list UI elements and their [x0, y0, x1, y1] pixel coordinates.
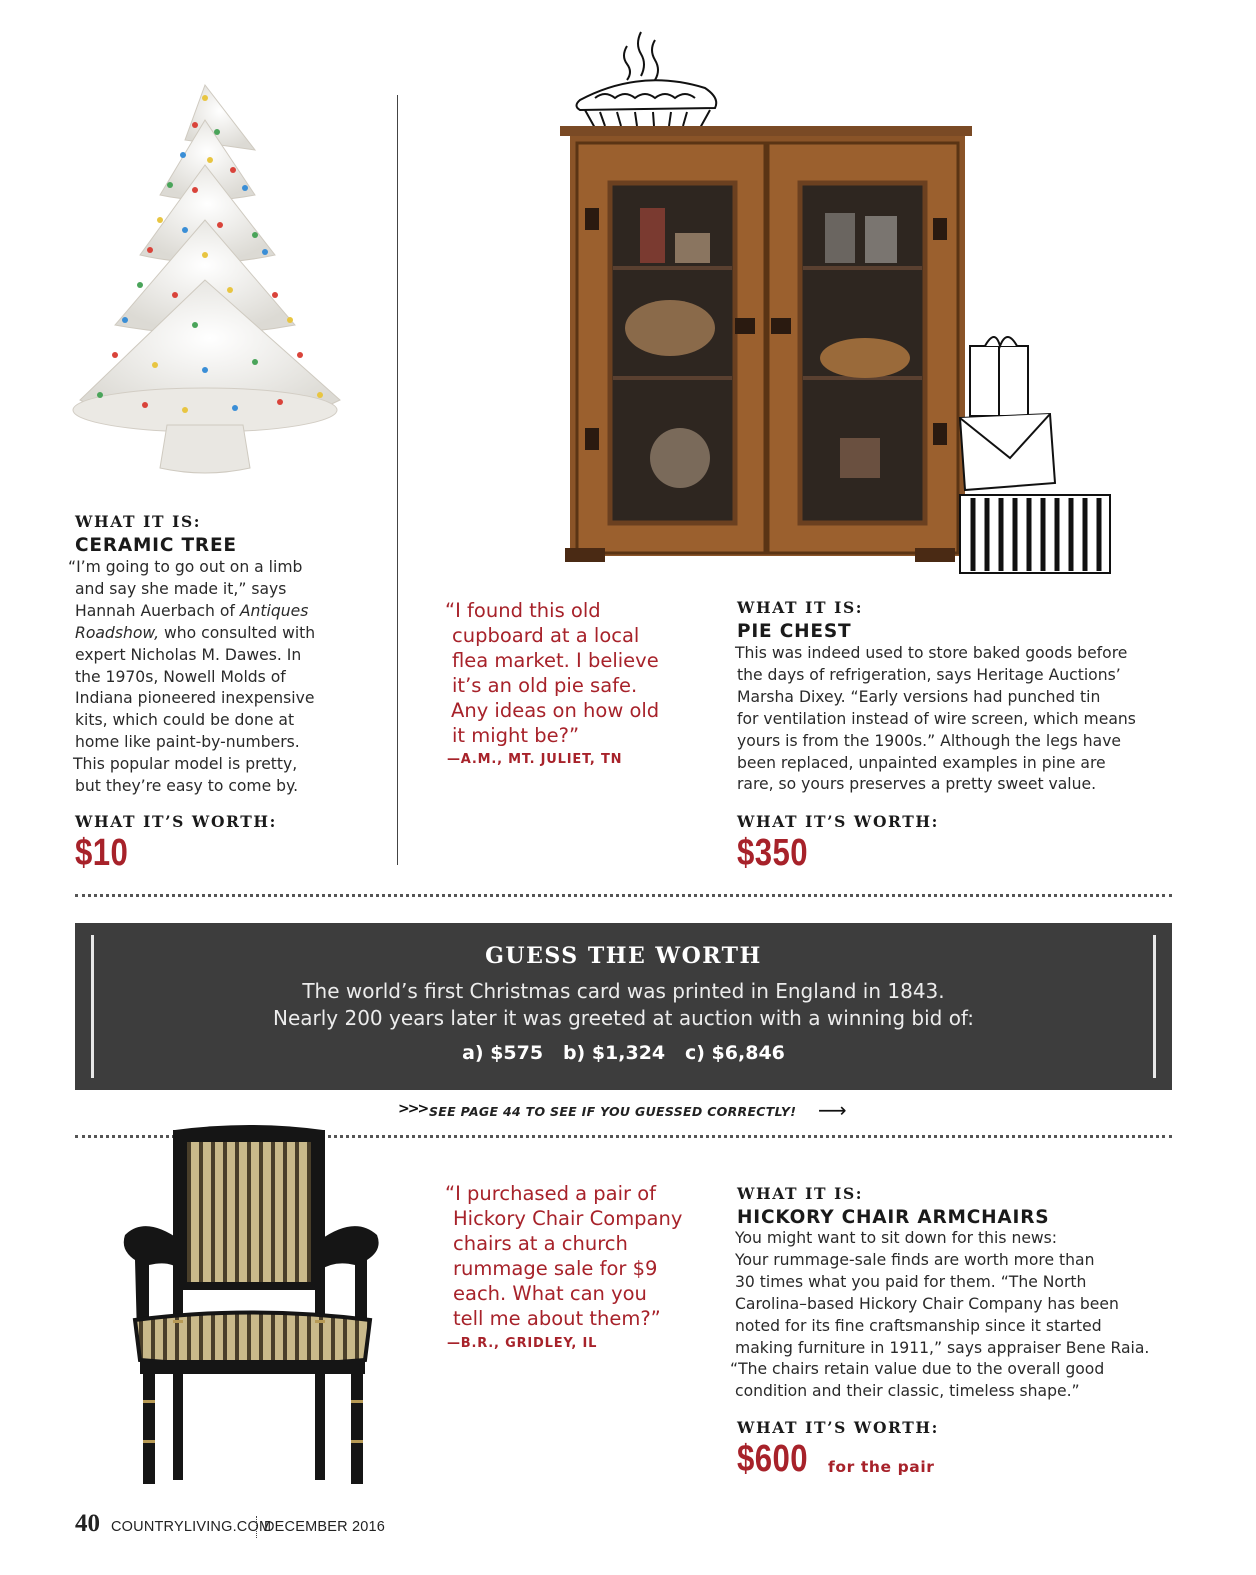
chair-item-name: HICKORY CHAIR ARMCHAIRS — [737, 1207, 1050, 1228]
tree-description: “I’m going to go out on a limb and say she made it,” says Hannah Auerbach of Antiques Roadshow, who consulted with expert Nicholas M. Dawes. In the 1970s, Nowell Molds of Indiana pioneered inexpensive kits, which could be done at home like paint-by-numbers. This popular model is pretty, but they’re easy to come by. — [68, 558, 316, 796]
guess-title: GUESS THE WORTH — [485, 943, 762, 969]
pie-reader-question: “I found this old cupboard at a local flea market. I believe it’s an old pie safe. Any ideas on how old it might be?” — [445, 599, 660, 747]
dotted-separator — [75, 894, 1172, 897]
pie-what-it-is-label: WHAT IT IS: — [737, 598, 864, 617]
chair-what-it-is-label: WHAT IT IS: — [737, 1184, 864, 1203]
pie-price: $350 — [737, 832, 808, 874]
chair-worth-label: WHAT IT’S WORTH: — [737, 1418, 939, 1437]
chair-attribution: —B.R., GRIDLEY, IL — [447, 1336, 598, 1351]
footer-divider — [256, 1516, 257, 1538]
armchair-photo — [115, 1120, 395, 1490]
guess-options: a) $575 b) $1,324 c) $6,846 — [462, 1042, 785, 1064]
pie-description: This was indeed used to store baked goods before the days of refrigeration, says Heritage Auctions’ Marsha Dixey. “Early versions had punched tin for ventilation instead of wire screen, which means yours is from the 1900s.” Although the legs have been replaced, unpainted examples in pine are rare, so yours preserves a pretty sweet value. — [735, 644, 1136, 794]
tree-item-name: CERAMIC TREE — [75, 535, 237, 556]
column-divider — [397, 95, 398, 865]
chair-description: You might want to sit down for this news: Your rummage-sale finds are worth more than 30 times what you paid for them. “The North Carolina–based Hickory Chair Company has been noted for its fine craftsmanship since it started making furniture in 1911,” says appraiser Bene Raia. “The chairs retain value due to the overall good condition and their classic, timeless shape.” — [730, 1229, 1150, 1401]
guess-line-2: Nearly 200 years later it was greeted at auction with a winning bid of: — [272, 1006, 974, 1030]
pie-worth-label: WHAT IT’S WORTH: — [737, 812, 939, 831]
chair-price-suffix: for the pair — [828, 1458, 935, 1476]
guess-line-1: The world’s first Christmas card was printed in England in 1843. — [302, 979, 945, 1003]
tree-what-it-is-label: WHAT IT IS: — [75, 512, 202, 531]
pie-chest-photo — [555, 28, 1120, 580]
gifts-doodle — [960, 337, 1110, 573]
pie-attribution: —A.M., MT. JULIET, TN — [447, 752, 623, 767]
page-number: 40 — [75, 1510, 100, 1537]
pie-doodle — [577, 32, 717, 128]
footer-site: COUNTRYLIVING.COM — [111, 1519, 272, 1535]
right-arrow-icon: ⟶ — [818, 1098, 847, 1122]
footer-issue: DECEMBER 2016 — [264, 1519, 386, 1535]
triple-chevron-icon: >>> — [398, 1101, 428, 1117]
page-footer — [75, 1510, 475, 1538]
chair-price: $600 — [737, 1438, 808, 1480]
pie-item-name: PIE CHEST — [737, 621, 852, 642]
tree-price: $10 — [75, 832, 129, 874]
tree-worth-label: WHAT IT’S WORTH: — [75, 812, 277, 831]
see-page-note: >>> SEE PAGE 44 TO SEE IF YOU GUESSED CORRECTLY! ⟶ — [398, 1098, 847, 1122]
chair-reader-question: “I purchased a pair of Hickory Chair Company chairs at a church rummage sale for $9 each. What can you tell me about them?” — [445, 1182, 683, 1330]
guess-the-worth-box — [75, 923, 1172, 1090]
ceramic-tree-photo — [55, 80, 355, 480]
